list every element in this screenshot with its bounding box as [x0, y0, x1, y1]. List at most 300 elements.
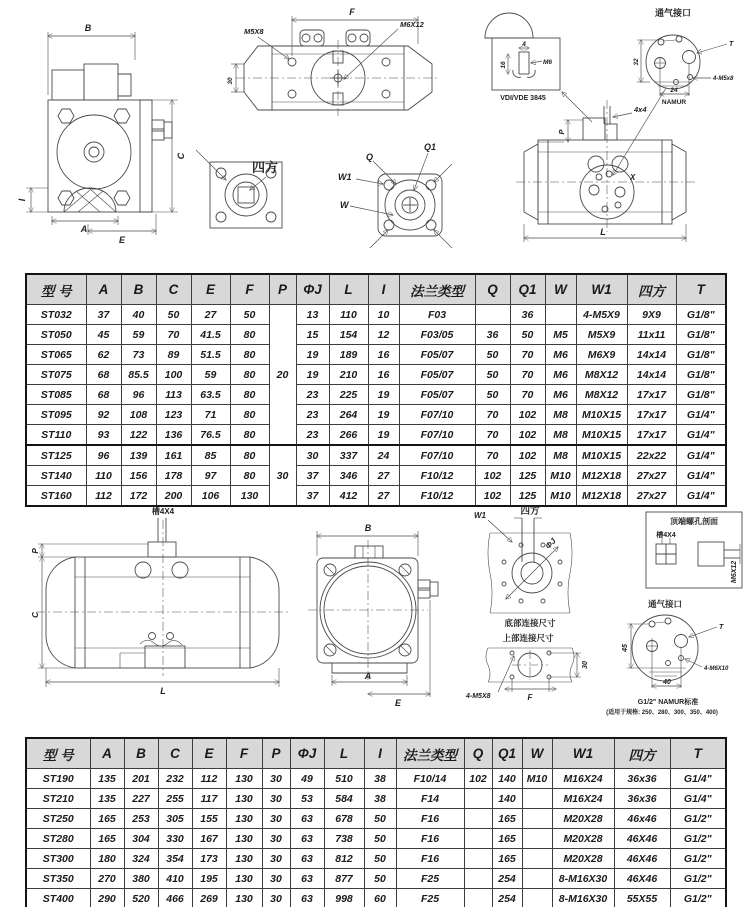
- top-connection-drawing: [465, 633, 589, 702]
- value-cell: 80: [230, 325, 269, 345]
- value-cell: 178: [156, 466, 191, 486]
- value-cell: F16: [396, 809, 464, 829]
- value-cell: 16: [368, 365, 399, 385]
- value-cell: 50: [475, 345, 510, 365]
- dim-30-label-mid: 30: [582, 661, 589, 669]
- table-row: [26, 325, 726, 345]
- value-cell: M5X9: [576, 325, 627, 345]
- value-cell: 70: [475, 425, 510, 446]
- value-cell: 254: [492, 889, 522, 907]
- value-cell: [464, 809, 492, 829]
- screw-hole-section-drawing: [646, 512, 742, 588]
- value-cell: G1/4": [676, 445, 726, 466]
- value-cell: G1/4": [676, 466, 726, 486]
- table-row: [26, 809, 726, 829]
- square-flange-drawing: [196, 150, 282, 228]
- m5x8-label-mid: 4-M5X8: [466, 693, 491, 700]
- value-cell: 106: [191, 486, 230, 507]
- value-cell: 46X46: [614, 829, 670, 849]
- value-cell: M16X24: [552, 789, 614, 809]
- column-header: B: [121, 274, 156, 305]
- value-cell: 27x27: [627, 466, 676, 486]
- value-cell: F25: [396, 869, 464, 889]
- table-row: [26, 889, 726, 907]
- value-cell: 154: [329, 325, 368, 345]
- column-header: 法兰类型: [399, 274, 475, 305]
- value-cell: 19: [368, 385, 399, 405]
- value-cell: 678: [324, 809, 364, 829]
- value-cell: 125: [510, 486, 545, 507]
- value-cell: 50: [475, 365, 510, 385]
- value-cell: 96: [86, 445, 121, 466]
- value-cell: 117: [192, 789, 226, 809]
- value-cell: 232: [158, 769, 192, 789]
- value-cell: 36: [510, 305, 545, 325]
- value-cell: [545, 305, 576, 325]
- slot4x4-label-box: 槽4X4: [656, 532, 676, 539]
- value-cell: 80: [230, 425, 269, 446]
- table-row: [26, 849, 726, 869]
- w1-label: W1: [338, 172, 352, 182]
- value-cell: M16X24: [552, 769, 614, 789]
- bottom-connection-drawing: [474, 505, 572, 628]
- value-cell: 70: [475, 405, 510, 425]
- value-cell: 161: [156, 445, 191, 466]
- value-cell: 102: [510, 445, 545, 466]
- column-header: 四方: [627, 274, 676, 305]
- value-cell: 38: [364, 789, 396, 809]
- value-cell: G1/4": [676, 486, 726, 507]
- value-cell: 59: [121, 325, 156, 345]
- column-header: W1: [576, 274, 627, 305]
- shaft-flange-drawing: [338, 142, 452, 248]
- column-header: W: [545, 274, 576, 305]
- m6x10-label: 4-M6X10: [704, 666, 729, 672]
- value-cell: 30: [262, 869, 290, 889]
- model-cell: ST085: [26, 385, 86, 405]
- value-cell: 17x17: [627, 385, 676, 405]
- value-cell: M20X28: [552, 809, 614, 829]
- value-cell: 155: [192, 809, 226, 829]
- value-cell: 70: [510, 385, 545, 405]
- value-cell: 17x17: [627, 405, 676, 425]
- dim-f-label: F: [349, 7, 355, 17]
- column-header: ΦJ: [296, 274, 329, 305]
- value-cell: M8: [545, 445, 576, 466]
- value-cell: M8: [545, 405, 576, 425]
- value-cell: 255: [158, 789, 192, 809]
- value-cell: F10/12: [399, 466, 475, 486]
- value-cell: [464, 869, 492, 889]
- model-cell: ST050: [26, 325, 86, 345]
- value-cell: [464, 889, 492, 907]
- detail-dim4-label: 4: [522, 41, 526, 48]
- column-header: E: [191, 274, 230, 305]
- dimension-table-small-models: [25, 273, 727, 507]
- model-cell: ST032: [26, 305, 86, 325]
- value-cell: 266: [329, 425, 368, 446]
- value-cell: 167: [192, 829, 226, 849]
- value-cell: 19: [296, 365, 329, 385]
- column-header: Q: [475, 274, 510, 305]
- sifang-label: 四方: [252, 160, 279, 175]
- value-cell: 68: [86, 385, 121, 405]
- value-cell: 23: [296, 405, 329, 425]
- value-cell: 63: [290, 889, 324, 907]
- table-row: [26, 789, 726, 809]
- value-cell: 49: [290, 769, 324, 789]
- value-cell: [464, 849, 492, 869]
- value-cell: 63: [290, 869, 324, 889]
- value-cell: 165: [90, 829, 124, 849]
- value-cell: 80: [230, 365, 269, 385]
- value-cell: 62: [86, 345, 121, 365]
- value-cell: 172: [121, 486, 156, 507]
- column-header: W1: [552, 738, 614, 769]
- column-header: L: [329, 274, 368, 305]
- value-cell: G1/2": [670, 829, 726, 849]
- value-cell: 584: [324, 789, 364, 809]
- value-cell: 30: [262, 829, 290, 849]
- value-cell: 93: [86, 425, 121, 446]
- value-cell: 130: [226, 889, 262, 907]
- value-cell: 85: [191, 445, 230, 466]
- namur-caption-1: G1/2" NAMUR标准: [637, 699, 699, 706]
- model-cell: ST350: [26, 869, 90, 889]
- value-cell: 330: [158, 829, 192, 849]
- column-header: I: [368, 274, 399, 305]
- value-cell: 80: [230, 466, 269, 486]
- namur-caption-2: (适用于规格: 250、280、300、350、400): [606, 710, 718, 716]
- value-cell: G1/2": [670, 849, 726, 869]
- value-cell: M6: [545, 365, 576, 385]
- model-cell: ST250: [26, 809, 90, 829]
- value-cell: 60: [364, 889, 396, 907]
- table-row: [26, 425, 726, 446]
- actuator-side-drawing: [516, 100, 696, 242]
- value-cell: 37: [296, 466, 329, 486]
- value-cell: 123: [156, 405, 191, 425]
- value-cell: 130: [226, 769, 262, 789]
- value-cell: 738: [324, 829, 364, 849]
- value-cell: 108: [121, 405, 156, 425]
- value-cell: 112: [192, 769, 226, 789]
- value-cell: 50: [230, 305, 269, 325]
- bottom-conn-caption: 底部连接尺寸: [504, 618, 556, 628]
- dim-l-label-mid: L: [160, 686, 166, 696]
- value-cell: 140: [492, 789, 522, 809]
- value-cell: 30: [296, 445, 329, 466]
- value-cell: 50: [364, 829, 396, 849]
- vdi-caption: VDI/VDE 3845: [500, 95, 546, 102]
- value-cell: M5: [545, 325, 576, 345]
- q-label: Q: [366, 152, 374, 162]
- value-cell: 410: [158, 869, 192, 889]
- end-view-drawing: [308, 523, 438, 708]
- table-row: [26, 345, 726, 365]
- value-cell: 70: [475, 445, 510, 466]
- value-cell: G1/4": [670, 789, 726, 809]
- value-cell: 130: [226, 789, 262, 809]
- dim-c-label: C: [176, 152, 186, 160]
- value-cell: 165: [492, 849, 522, 869]
- value-cell: [522, 829, 552, 849]
- value-cell: 130: [226, 869, 262, 889]
- value-cell: 227: [124, 789, 158, 809]
- model-cell: ST065: [26, 345, 86, 365]
- cylinder-side-drawing: [31, 506, 290, 696]
- value-cell: M10: [545, 486, 576, 507]
- value-cell: 63: [290, 829, 324, 849]
- m5x8-vent-label: 4-M5x8: [713, 76, 734, 82]
- middle-drawings: [0, 500, 750, 732]
- dim-l-label: L: [600, 227, 606, 237]
- value-cell: 92: [86, 405, 121, 425]
- value-cell: 877: [324, 869, 364, 889]
- value-cell: 998: [324, 889, 364, 907]
- value-cell: 520: [124, 889, 158, 907]
- value-cell: 59: [191, 365, 230, 385]
- value-cell: 254: [492, 869, 522, 889]
- value-cell: G1/8": [676, 365, 726, 385]
- value-cell: 96: [121, 385, 156, 405]
- value-cell: G1/4": [676, 405, 726, 425]
- dim-c-label-mid: C: [31, 612, 40, 618]
- column-header: ΦJ: [290, 738, 324, 769]
- value-cell: F05/07: [399, 345, 475, 365]
- column-header: C: [156, 274, 191, 305]
- value-cell: 346: [329, 466, 368, 486]
- value-cell: 139: [121, 445, 156, 466]
- value-cell: F14: [396, 789, 464, 809]
- value-cell: 102: [475, 466, 510, 486]
- value-cell: 50: [364, 809, 396, 829]
- detail-m6-label: M6: [543, 59, 553, 66]
- value-cell: 189: [329, 345, 368, 365]
- model-cell: ST190: [26, 769, 90, 789]
- value-cell: 110: [329, 305, 368, 325]
- value-cell: F25: [396, 889, 464, 907]
- value-cell: 412: [329, 486, 368, 507]
- value-cell: 70: [510, 345, 545, 365]
- model-cell: ST075: [26, 365, 86, 385]
- column-header: T: [670, 738, 726, 769]
- detail-dim16-label: 16: [500, 61, 507, 69]
- value-cell: 140: [492, 769, 522, 789]
- value-cell: G1/8": [676, 305, 726, 325]
- model-cell: ST110: [26, 425, 86, 446]
- value-cell: 264: [329, 405, 368, 425]
- value-cell: 27x27: [627, 486, 676, 507]
- table-row: [26, 445, 726, 466]
- value-cell: F07/10: [399, 405, 475, 425]
- value-cell: 270: [90, 869, 124, 889]
- value-cell: 130: [226, 809, 262, 829]
- column-header: B: [124, 738, 158, 769]
- value-cell: 180: [90, 849, 124, 869]
- value-cell: 22x22: [627, 445, 676, 466]
- table-row: [26, 385, 726, 405]
- value-cell: 63: [290, 849, 324, 869]
- value-cell: 102: [510, 425, 545, 446]
- value-cell: 165: [90, 809, 124, 829]
- column-header: C: [158, 738, 192, 769]
- value-cell: F07/10: [399, 425, 475, 446]
- value-cell: 19: [368, 425, 399, 446]
- value-cell: G1/4": [670, 769, 726, 789]
- column-header: P: [269, 274, 296, 305]
- column-header: Q: [464, 738, 492, 769]
- value-cell: 80: [230, 345, 269, 365]
- value-cell: 45: [86, 325, 121, 345]
- dim-b-label-mid: B: [364, 523, 372, 533]
- value-cell: 41.5: [191, 325, 230, 345]
- value-cell: 269: [192, 889, 226, 907]
- value-cell: 195: [192, 869, 226, 889]
- slot4x4-label: 槽4X4: [151, 507, 175, 516]
- value-cell: 12: [368, 325, 399, 345]
- model-cell: ST125: [26, 445, 86, 466]
- value-cell: M8: [545, 425, 576, 446]
- m6x12-label-box: M6X12: [731, 560, 738, 583]
- value-cell: 9X9: [627, 305, 676, 325]
- value-cell: 173: [192, 849, 226, 869]
- dim-a-label: A: [80, 224, 88, 234]
- value-cell: G1/2": [670, 809, 726, 829]
- value-cell: F05/07: [399, 365, 475, 385]
- value-cell: 19: [296, 345, 329, 365]
- value-cell: 10: [368, 305, 399, 325]
- value-cell: 225: [329, 385, 368, 405]
- value-cell: 30: [262, 849, 290, 869]
- phij-label: ΦJ: [543, 536, 558, 551]
- table-row: [26, 305, 726, 325]
- value-cell: M12X18: [576, 486, 627, 507]
- top-conn-caption: 上部连接尺寸: [502, 633, 554, 643]
- column-header: I: [364, 738, 396, 769]
- value-cell: M6: [545, 385, 576, 405]
- value-cell: 27: [368, 486, 399, 507]
- merged-p-cell: 30: [269, 445, 296, 506]
- value-cell: M10X15: [576, 445, 627, 466]
- table-row: [26, 405, 726, 425]
- value-cell: 8-M16X30: [552, 889, 614, 907]
- dim-f-label-mid: F: [527, 693, 533, 702]
- column-header: 法兰类型: [396, 738, 464, 769]
- value-cell: F16: [396, 829, 464, 849]
- model-cell: ST400: [26, 889, 90, 907]
- dim-40-label: 40: [663, 679, 671, 686]
- merged-p-cell: 20: [269, 305, 296, 446]
- value-cell: 30: [262, 809, 290, 829]
- value-cell: 80: [230, 445, 269, 466]
- value-cell: 14x14: [627, 345, 676, 365]
- value-cell: M6X9: [576, 345, 627, 365]
- x-label: X: [630, 173, 636, 182]
- model-cell: ST140: [26, 466, 86, 486]
- dim-p-label: P: [557, 129, 566, 135]
- vent-detail-mid-drawing: [606, 599, 729, 716]
- value-cell: 130: [226, 849, 262, 869]
- value-cell: G1/2": [670, 889, 726, 907]
- model-cell: ST210: [26, 789, 90, 809]
- value-cell: 51.5: [191, 345, 230, 365]
- value-cell: 70: [510, 365, 545, 385]
- value-cell: M12X18: [576, 466, 627, 486]
- dim-a-label-mid: A: [364, 671, 372, 681]
- value-cell: 46X46: [614, 849, 670, 869]
- value-cell: 50: [156, 305, 191, 325]
- dim-32-label: 32: [633, 58, 640, 66]
- dim-45-label: 45: [622, 644, 629, 652]
- t-label-mid: T: [719, 624, 724, 631]
- dim-i-label: I: [17, 198, 27, 202]
- value-cell: 324: [124, 849, 158, 869]
- value-cell: 50: [364, 869, 396, 889]
- m6x12-label: M6X12: [400, 20, 424, 29]
- column-header: A: [86, 274, 121, 305]
- value-cell: [475, 305, 510, 325]
- value-cell: G1/8": [676, 345, 726, 365]
- value-cell: G1/8": [676, 385, 726, 405]
- vdi-detail-drawing: [485, 13, 592, 122]
- column-header: L: [324, 738, 364, 769]
- value-cell: M20X28: [552, 849, 614, 869]
- value-cell: 135: [90, 769, 124, 789]
- column-header: F: [230, 274, 269, 305]
- value-cell: 23: [296, 425, 329, 446]
- value-cell: M6: [545, 345, 576, 365]
- value-cell: 110: [86, 466, 121, 486]
- value-cell: F16: [396, 849, 464, 869]
- value-cell: 112: [86, 486, 121, 507]
- column-header: E: [192, 738, 226, 769]
- table-row: [26, 869, 726, 889]
- vent-detail-drawing: [613, 7, 734, 175]
- value-cell: 290: [90, 889, 124, 907]
- value-cell: 11x11: [627, 325, 676, 345]
- value-cell: 63: [290, 809, 324, 829]
- value-cell: 50: [475, 385, 510, 405]
- value-cell: 17x17: [627, 425, 676, 446]
- value-cell: 70: [156, 325, 191, 345]
- column-header: 四方: [614, 738, 670, 769]
- column-header: F: [226, 738, 262, 769]
- vent-title: 通气接口: [654, 8, 692, 18]
- value-cell: 812: [324, 849, 364, 869]
- value-cell: 36x36: [614, 789, 670, 809]
- value-cell: 130: [226, 829, 262, 849]
- table-row: [26, 365, 726, 385]
- value-cell: G1/2": [670, 869, 726, 889]
- value-cell: M10: [545, 466, 576, 486]
- value-cell: 36x36: [614, 769, 670, 789]
- value-cell: 156: [121, 466, 156, 486]
- value-cell: F07/10: [399, 445, 475, 466]
- value-cell: 80: [230, 385, 269, 405]
- value-cell: 253: [124, 809, 158, 829]
- value-cell: 354: [158, 849, 192, 869]
- value-cell: 102: [510, 405, 545, 425]
- value-cell: 97: [191, 466, 230, 486]
- value-cell: 40: [121, 305, 156, 325]
- table-row: [26, 466, 726, 486]
- value-cell: [522, 889, 552, 907]
- value-cell: 73: [121, 345, 156, 365]
- t-label: T: [729, 41, 734, 48]
- value-cell: 125: [510, 466, 545, 486]
- dim-30-label: 30: [227, 77, 234, 85]
